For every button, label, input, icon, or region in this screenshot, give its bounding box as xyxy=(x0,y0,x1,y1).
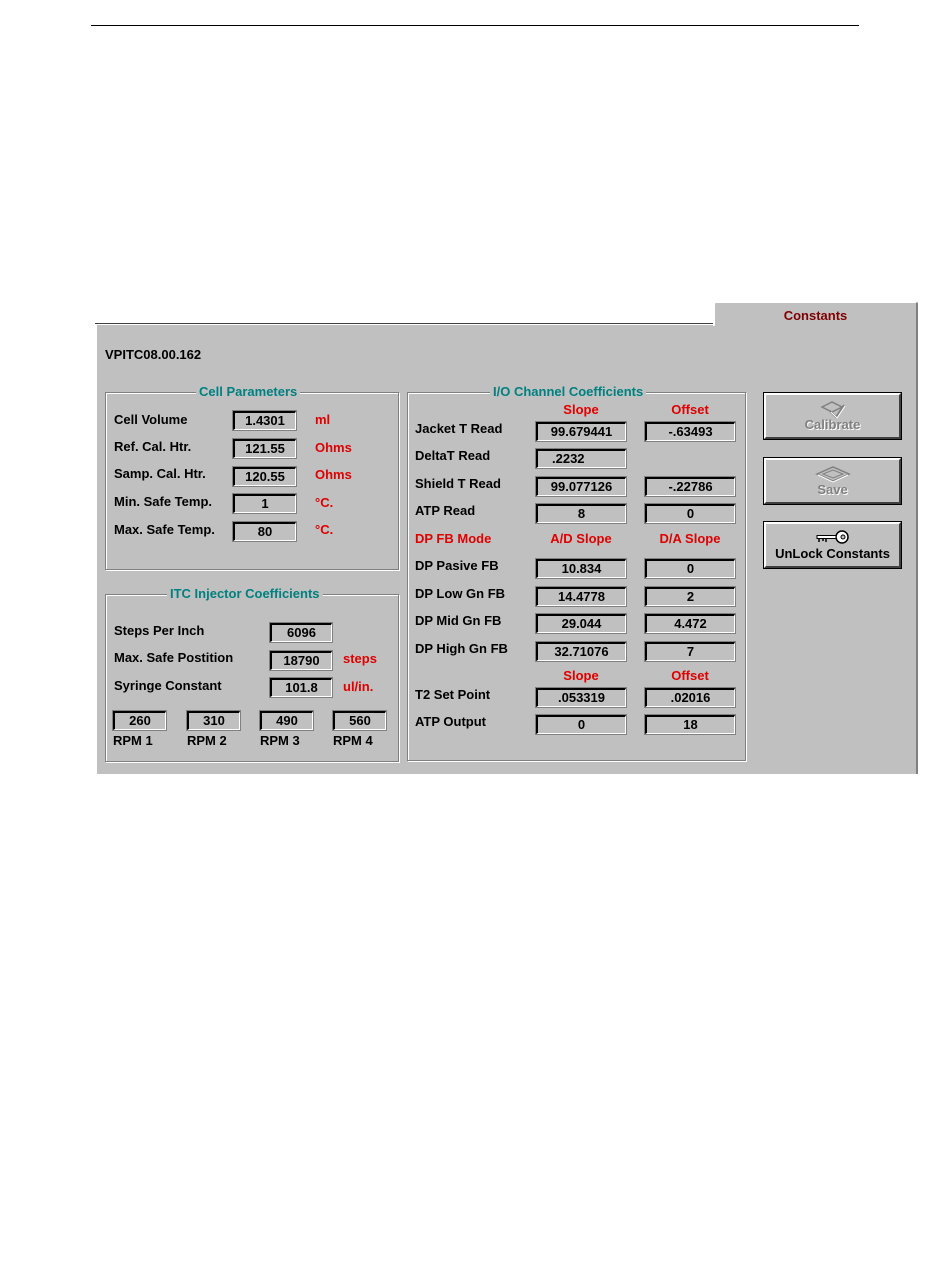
max-safe-temp-field[interactable]: 80 xyxy=(233,522,296,541)
syringe-constant-field[interactable]: 101.8 xyxy=(270,678,332,697)
max-safe-temp-label: Max. Safe Temp. xyxy=(114,522,215,537)
shield-t-read-slope[interactable]: 99.077126 xyxy=(536,477,626,496)
dp-mid-gn-fb-label: DP Mid Gn FB xyxy=(415,613,502,628)
panel-top-edge xyxy=(95,323,713,324)
atp-read-label: ATP Read xyxy=(415,503,476,518)
shield-t-read-label: Shield T Read xyxy=(415,476,501,491)
dp-mid-gn-fb-ad[interactable]: 29.044 xyxy=(536,614,626,633)
shield-t-read-offset[interactable]: -.22786 xyxy=(645,477,735,496)
jacket-t-read-label: Jacket T Read xyxy=(415,421,503,436)
dp-pasive-fb-label: DP Pasive FB xyxy=(415,558,499,573)
io-channel-title: I/O Channel Coefficients xyxy=(490,384,646,399)
cell-volume-label: Cell Volume xyxy=(114,412,188,427)
rpm4-label: RPM 4 xyxy=(333,733,373,748)
deltat-read-label: DeltaT Read xyxy=(415,448,491,463)
samp-cal-htr-label: Samp. Cal. Htr. xyxy=(114,466,206,481)
rpm3-label: RPM 3 xyxy=(260,733,300,748)
dp-low-gn-fb-da[interactable]: 2 xyxy=(645,587,735,606)
samp-cal-htr-unit: Ohms xyxy=(315,467,352,482)
min-safe-temp-field[interactable]: 1 xyxy=(233,494,296,513)
steps-per-inch-label: Steps Per Inch xyxy=(114,623,205,638)
atp-output-offset[interactable]: 18 xyxy=(645,715,735,734)
da-slope-header: D/A Slope xyxy=(659,531,721,546)
dp-pasive-fb-ad[interactable]: 10.834 xyxy=(536,559,626,578)
syringe-constant-unit: ul/in. xyxy=(343,679,374,694)
page-top-rule xyxy=(91,25,859,26)
atp-output-label: ATP Output xyxy=(415,714,487,729)
unlock-constants-button[interactable] xyxy=(764,522,901,568)
calibrate-button[interactable] xyxy=(764,393,901,439)
cell-volume-field[interactable]: 1.4301 xyxy=(233,411,296,430)
cell-parameters-title: Cell Parameters xyxy=(196,384,300,399)
dp-fb-mode-header: DP FB Mode xyxy=(415,531,492,546)
rpm3-field[interactable]: 490 xyxy=(260,711,313,730)
rpm2-label: RPM 2 xyxy=(187,733,227,748)
t2-set-point-label: T2 Set Point xyxy=(415,687,491,702)
offset-header-2: Offset xyxy=(671,668,709,683)
slope-header: Slope xyxy=(563,402,599,417)
ref-cal-htr-unit: Ohms xyxy=(315,440,352,455)
ad-slope-header: A/D Slope xyxy=(550,531,612,546)
jacket-t-read-slope[interactable]: 99.679441 xyxy=(536,422,626,441)
rpm2-field[interactable]: 310 xyxy=(187,711,240,730)
dp-pasive-fb-da[interactable]: 0 xyxy=(645,559,735,578)
deltat-read-slope[interactable]: .2232 xyxy=(536,449,626,468)
tab-constants[interactable] xyxy=(713,301,918,326)
tab-constants-label: Constants xyxy=(783,308,848,323)
dp-low-gn-fb-label: DP Low Gn FB xyxy=(415,586,506,601)
cell-volume-unit: ml xyxy=(315,412,331,427)
t2-set-point-slope[interactable]: .053319 xyxy=(536,688,626,707)
t2-set-point-offset[interactable]: .02016 xyxy=(645,688,735,707)
slope-header-2: Slope xyxy=(563,668,599,683)
calibrate-button-label: Calibrate xyxy=(804,417,861,432)
ref-cal-htr-label: Ref. Cal. Htr. xyxy=(114,439,192,454)
save-button[interactable] xyxy=(764,458,901,504)
itc-injector-title: ITC Injector Coefficients xyxy=(167,586,323,601)
max-safe-position-field[interactable]: 18790 xyxy=(270,651,332,670)
rpm1-field[interactable]: 260 xyxy=(113,711,166,730)
dp-high-gn-fb-label: DP High Gn FB xyxy=(415,641,508,656)
max-safe-temp-unit: °C. xyxy=(315,522,334,537)
rpm4-field[interactable]: 560 xyxy=(333,711,386,730)
save-button-label: Save xyxy=(817,482,848,497)
max-safe-position-label: Max. Safe Postition xyxy=(114,650,234,665)
syringe-constant-label: Syringe Constant xyxy=(114,678,222,693)
unlock-constants-label: UnLock Constants xyxy=(775,546,890,561)
dp-high-gn-fb-da[interactable]: 7 xyxy=(645,642,735,661)
jacket-t-read-offset[interactable]: -.63493 xyxy=(645,422,735,441)
dp-mid-gn-fb-da[interactable]: 4.472 xyxy=(645,614,735,633)
version-label: VPITC08.00.162 xyxy=(105,347,202,362)
min-safe-temp-label: Min. Safe Temp. xyxy=(114,494,212,509)
offset-header: Offset xyxy=(671,402,709,417)
ref-cal-htr-field[interactable]: 121.55 xyxy=(233,439,296,458)
samp-cal-htr-field[interactable]: 120.55 xyxy=(233,467,296,486)
atp-output-slope[interactable]: 0 xyxy=(536,715,626,734)
dp-low-gn-fb-ad[interactable]: 14.4778 xyxy=(536,587,626,606)
min-safe-temp-unit: °C. xyxy=(315,495,334,510)
atp-read-slope[interactable]: 8 xyxy=(536,504,626,523)
atp-read-offset[interactable]: 0 xyxy=(645,504,735,523)
dp-high-gn-fb-ad[interactable]: 32.71076 xyxy=(536,642,626,661)
steps-per-inch-field[interactable]: 6096 xyxy=(270,623,332,642)
rpm1-label: RPM 1 xyxy=(113,733,153,748)
max-safe-position-unit: steps xyxy=(343,651,377,666)
